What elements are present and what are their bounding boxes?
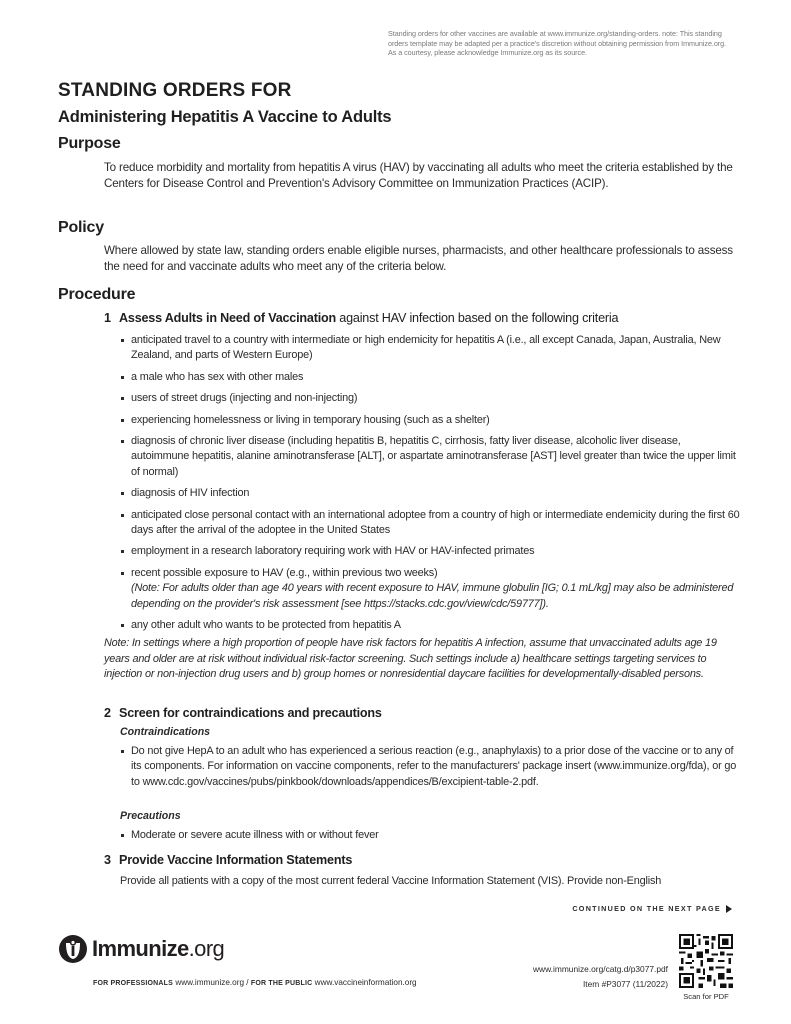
step-3-heading: [104, 853, 352, 867]
step-2-heading: [104, 706, 382, 720]
document-info: [533, 962, 668, 992]
professionals-link[interactable]: www.immunize.org: [175, 978, 245, 987]
step-number: 3: [104, 853, 111, 867]
contraindication-item: Do not give HepA to an adult who has experienced a serious reaction (e.g., anaphylaxis) to a prior dose of the vaccine or to any of its components. For information on vaccine components, refer to the manufacturers' package insert (www.immunize.org/fda), or go to www.cdc.gov/vaccines/pubs/pinkbook/downloads/appendices/B/excipient-table-2.pdf.: [120, 744, 740, 790]
page-title: STANDING ORDERS FOR: [58, 80, 292, 101]
precaution-item: Moderate or severe acute illness with or without fever: [120, 828, 740, 843]
contraindications-list: [120, 744, 740, 790]
public-link[interactable]: www.vaccineinformation.org: [314, 978, 417, 987]
pdf-link[interactable]: www.immunize.org/catg.d/p3077.pdf: [532, 964, 668, 974]
qr-code-icon[interactable]: [679, 934, 733, 988]
step-1-heading: [104, 311, 618, 325]
criteria-item: diagnosis of HIV infection: [120, 486, 740, 501]
template-usage-note: Standing orders for other vaccines are available at www.immunize.org/standing-orders. note: This standing orders template may be adapted per a practice's discretion without obtaining permission from Immunize.org. As a courtesy, please acknowledge Immunize.org as its source.: [388, 29, 727, 58]
public-label: FOR THE PUBLIC: [250, 980, 313, 987]
play-arrow-icon: [726, 905, 732, 913]
continued-next-page: [572, 904, 732, 913]
policy-heading: Policy: [58, 219, 104, 236]
policy-text: Where allowed by state law, standing orders enable eligible nurses, pharmacists, and other healthcare professionals to assess the need for and vaccinate adults who meet any of the criteria below.: [104, 244, 733, 274]
step-number: 2: [104, 706, 111, 720]
immunize-logo-icon: [58, 934, 88, 964]
step-title: Provide Vaccine Information Statements: [119, 853, 353, 867]
criteria-item: anticipated travel to a country with intermediate or high endemicity for hepatitis A (i.e., all except Canada, Japan, Australia, New Zealand, and parts of Western Europe): [120, 333, 740, 364]
criteria-item: a male who has sex with other males: [120, 370, 740, 385]
contraindications-label: Contraindications: [120, 726, 211, 738]
criteria-item: anticipated close personal contact with an international adoptee from a country of high or intermediate endemicity during the first 60 days after the arrival of the adoptee in the United States: [120, 508, 740, 539]
criteria-item: diagnosis of chronic liver disease (including hepatitis B, hepatitis C, cirrhosis, fatty liver disease, alcoholic liver disease, autoimmune hepatitis, alanine aminotransferase [ALT], or aspartate aminotransferase [AST] level greater than twice the upper limit of normal): [120, 434, 740, 480]
professionals-label: FOR PROFESSIONALS: [93, 980, 174, 987]
precautions-list: [120, 828, 740, 843]
step-title-rest: against HAV infection based on the following criteria: [335, 311, 619, 325]
footer-links: [93, 978, 417, 987]
criteria-item: experiencing homelessness or living in temporary housing (such as a shelter): [120, 413, 740, 428]
criteria-item: any other adult who wants to be protected from hepatitis A: [120, 618, 740, 633]
immunize-logo[interactable]: [58, 934, 224, 964]
page-subtitle: Administering Hepatitis A Vaccine to Adults: [58, 108, 392, 126]
item-number: Item #P3077 (11/2022): [582, 979, 668, 989]
criteria-item-text: recent possible exposure to HAV (e.g., within previous two weeks): [131, 566, 438, 579]
step-number: 1: [104, 311, 111, 325]
qr-caption: Scan for PDF: [683, 992, 729, 1001]
continued-label: CONTINUED ON THE NEXT PAGE: [572, 904, 721, 913]
exposure-note: (Note: For adults older than age 40 years with recent exposure to HAV, immune globulin [IG; 0.1 mL/kg] may also be administered depending on the provider's risk assessment [see https://stacks.cdc.gov/view/cdc/59777]).: [131, 582, 734, 610]
criteria-list: [120, 333, 740, 634]
purpose-heading: Purpose: [58, 135, 121, 152]
logo-text: Immunize.org: [92, 936, 225, 961]
step-3-text: Provide all patients with a copy of the most current federal Vaccine Information Statement (VIS). Provide non-English: [120, 875, 662, 887]
step-title: Assess Adults in Need of Vaccination: [119, 311, 336, 325]
criteria-item: users of street drugs (injecting and non-injecting): [120, 391, 740, 406]
procedure-heading: Procedure: [58, 286, 136, 303]
precautions-label: Precautions: [120, 810, 181, 822]
step-title: Screen for contraindications and precautions: [119, 706, 382, 720]
settings-note: Note: In settings where a high proportion of people have risk factors for hepatitis A infection, assume that unvaccinated adults age 19 years and older are at risk without individual risk-factor screening. Such settings include a) healthcare settings targeting services to injection or non-injection drug users and b) group homes or nonresidential daycare facilities for developmentally-disabled persons.: [104, 637, 717, 681]
purpose-text: To reduce morbidity and mortality from hepatitis A virus (HAV) by vaccinating all adults who meet the criteria established by the Centers for Disease Control and Prevention's Advisory Committee on Immunization Practices (ACIP).: [104, 161, 733, 191]
separator: /: [246, 978, 249, 987]
criteria-item: employment in a research laboratory requiring work with HAV or HAV-infected primates: [120, 544, 740, 559]
criteria-item-exposure: [120, 566, 740, 612]
